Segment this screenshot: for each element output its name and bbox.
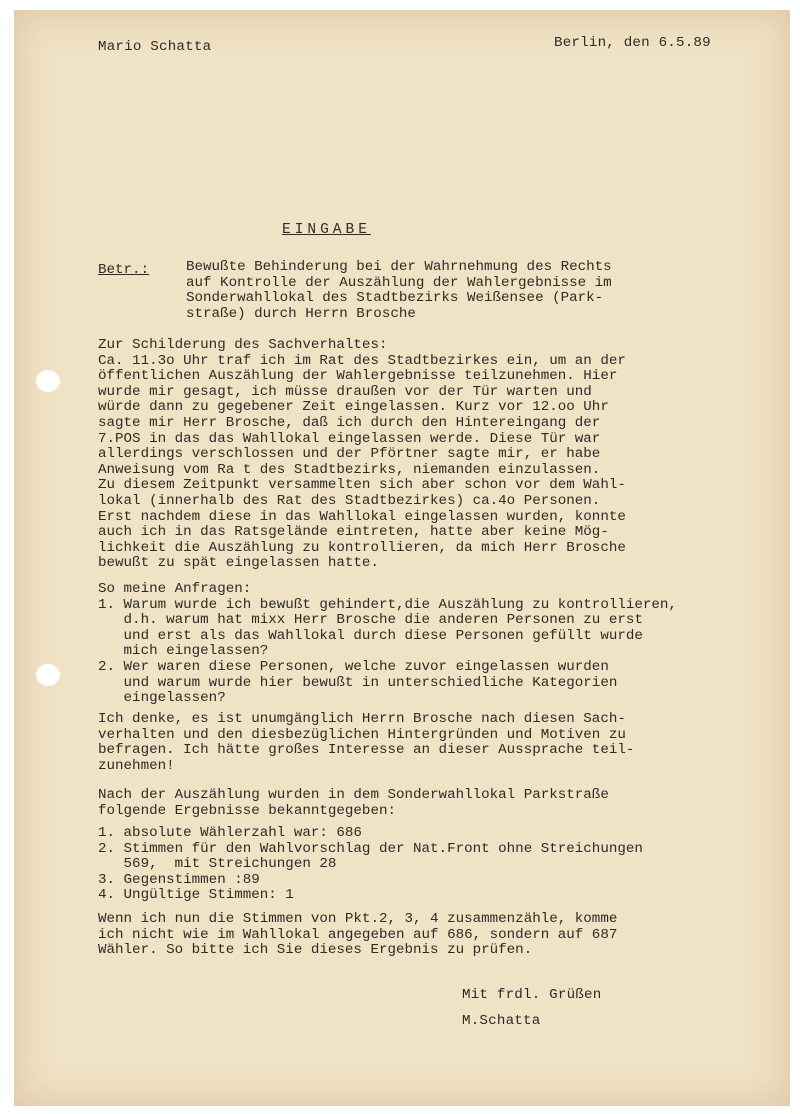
subject-block: [186, 260, 706, 322]
place-date: Berlin, den 6.5.89: [554, 35, 711, 51]
questions-line: d.h. warum hat mixx Herr Brosche die anderen Personen zu erst: [98, 612, 643, 629]
signature: M.Schatta: [462, 1013, 541, 1029]
questions-line: und erst als das Wahllokal durch diese Personen gefüllt wurde: [98, 627, 643, 644]
questions-paragraph: [98, 582, 758, 707]
questions-line: mich eingelassen?: [98, 643, 269, 660]
questions-line: und warum wurde hier bewußt in unterschiedliche Kategorien: [98, 674, 618, 691]
description-line: Zur Schilderung des Sachverhaltes:: [98, 337, 388, 353]
questions-line: eingelassen?: [98, 690, 226, 707]
subject-label: Betr.:: [98, 262, 150, 278]
result-line: 4. Ungültige Stimmen: 1: [98, 887, 294, 904]
description-line: Zu diesem Zeitpunkt versammelten sich aber schon vor dem Wahl-: [98, 477, 626, 494]
result-line: 3. Gegenstimmen :89: [98, 871, 260, 888]
subject-line: Bewußte Behinderung bei der Wahrnehmung des Rechts: [186, 259, 612, 275]
questions-line: So meine Anfragen:: [98, 581, 252, 597]
results-list: [98, 826, 758, 904]
conclusion-paragraph: [98, 912, 758, 959]
subject-line: Sonderwahllokal des Stadtbezirks Weißensee (Park-: [186, 290, 604, 307]
result-line: 2. Stimmen für den Wahlvorschlag der Nat.Front ohne Streichungen: [98, 840, 643, 857]
description-line: öffentlichen Auszählung der Wahlergebnisse teilzunehmen. Hier: [98, 368, 618, 385]
results-intro-line: folgende Ergebnisse bekanntgegeben:: [98, 802, 396, 819]
request-line: befragen. Ich hätte großes Interesse an dieser Aussprache teil-: [98, 742, 635, 759]
description-paragraph: [98, 338, 758, 572]
conclusion-line: ich nicht wie im Wahllokal angegeben auf 686, sondern auf 687: [98, 926, 618, 943]
description-line: 7.POS in das das Wahllokal eingelassen werde. Diese Tür war: [98, 430, 601, 447]
conclusion-line: Wenn ich nun die Stimmen von Pkt.2, 3, 4 zusammenzähle, komme: [98, 911, 618, 927]
conclusion-line: Wähler. So bitte ich Sie dieses Ergebnis zu prüfen.: [98, 942, 533, 959]
document-heading: EINGABE: [282, 222, 371, 238]
request-line: zunehmen!: [98, 757, 175, 774]
description-line: wurde mir gesagt, ich müsse draußen vor der Tür warten und: [98, 383, 592, 400]
questions-line: 1. Warum wurde ich bewußt gehindert,die Auszählung zu kontrollieren,: [98, 596, 677, 613]
description-line: Ca. 11.3o Uhr traf ich im Rat des Stadtbezirkes ein, um an der: [98, 352, 626, 369]
description-line: bewußt zu spät eingelassen hatte.: [98, 555, 379, 572]
subject-line: auf Kontrolle der Auszählung der Wahlergebnisse im: [186, 274, 612, 291]
request-line: Ich denke, es ist unumgänglich Herrn Brosche nach diesen Sach-: [98, 711, 626, 727]
results-intro: [98, 788, 758, 819]
description-line: lichkeit die Auszählung zu kontrollieren, da mich Herr Brosche: [98, 539, 626, 556]
request-paragraph: [98, 712, 758, 774]
description-line: auch ich in das Ratsgelände eintreten, hatte aber keine Mög-: [98, 524, 609, 541]
sender-name: Mario Schatta: [98, 39, 212, 55]
description-line: würde dann zu gegebener Zeit eingelassen. Kurz vor 12.oo Uhr: [98, 399, 609, 416]
description-line: Anweisung vom Ra t des Stadtbezirks, niemanden einzulassen.: [98, 461, 601, 478]
questions-line: 2. Wer waren diese Personen, welche zuvor eingelassen wurden: [98, 658, 609, 675]
description-line: allerdings verschlossen und der Pförtner sagte mir, er habe: [98, 446, 601, 463]
request-line: verhalten und den diesbezüglichen Hintergründen und Motiven zu: [98, 726, 626, 743]
punch-hole-bottom: [36, 664, 60, 686]
result-line: 569, mit Streichungen 28: [98, 856, 337, 873]
closing-greeting: Mit frdl. Grüßen: [462, 987, 602, 1003]
subject-line: straße) durch Herrn Brosche: [186, 305, 416, 322]
description-line: Erst nachdem diese in das Wahllokal eingelassen wurden, konnte: [98, 508, 626, 525]
results-intro-line: Nach der Auszählung wurden in dem Sonderwahllokal Parkstraße: [98, 787, 609, 803]
punch-hole-top: [36, 370, 60, 392]
description-line: lokal (innerhalb des Rat des Stadtbezirkes) ca.4o Personen.: [98, 492, 601, 509]
result-line: 1. absolute Wählerzahl war: 686: [98, 825, 362, 841]
description-line: sagte mir Herr Brosche, daß ich durch den Hintereingang der: [98, 414, 601, 431]
